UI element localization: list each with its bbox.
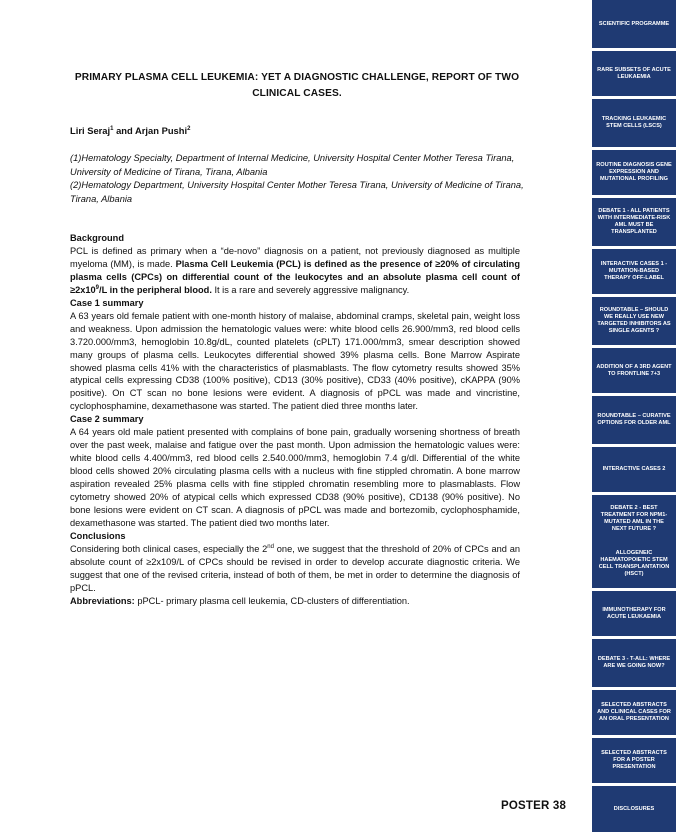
- sidebar-item-disclosures[interactable]: DISCLOSURES: [592, 786, 676, 832]
- author-line: [70, 125, 190, 136]
- author-name: Arjan Pushi: [135, 125, 188, 136]
- sidebar-item-debate-3[interactable]: DEBATE 3 - T-ALL: WHERE ARE WE GOING NOW?: [592, 639, 676, 687]
- sidebar-item-third-agent[interactable]: ADDITION OF A 3RD AGENT TO FRONTLINE 7+3: [592, 348, 676, 393]
- conclusions-post: one, we suggest that the threshold of 20% of CPCs and an absolute count of ≥2x109/L of CPCs should be revised in order to develop accurate diagnostic criteria. We suggest that one of the revised criteria, instead of both of them, be met in order to determine the diagnosis of pPCL.: [70, 543, 520, 593]
- conclusions-ordinal: nd: [267, 543, 274, 550]
- sidebar-item-roundtable-older-aml[interactable]: ROUNDTABLE – CURATIVE OPTIONS FOR OLDER AML: [592, 396, 676, 444]
- sidebar-item-debate-2[interactable]: DEBATE 2 - BEST TREATMENT FOR NPM1-MUTATED AML IN THE NEXT FUTURE ?: [592, 495, 676, 543]
- background-exponent: 9: [95, 284, 99, 291]
- background-definition-end: /L in the peripheral blood.: [99, 284, 212, 295]
- sidebar-item-hsct[interactable]: ALLOGENEIC HAEMATOPOIETIC STEM CELL TRANSPLANTATION (HSCT): [592, 540, 676, 588]
- affiliations: [70, 152, 525, 206]
- sidebar-item-roundtable-inhibitors[interactable]: ROUNDTABLE – SHOULD WE REALLY USE NEW TARGETED INHIBITORS AS SINGLE AGENTS ?: [592, 297, 676, 345]
- sidebar-nav: [592, 0, 676, 832]
- affiliation-2: (2)Hematology Department, University Hospital Center Mother Teresa Tirana, University of Medicine of Tirana, Tirana, Albania: [70, 180, 524, 204]
- author-affiliation-mark: 2: [187, 125, 191, 132]
- poster-number: POSTER 38: [501, 800, 567, 812]
- sidebar-item-oral-abstracts[interactable]: SELECTED ABSTRACTS AND CLINICAL CASES FOR AN ORAL PRESENTATION: [592, 690, 676, 735]
- author-conjunction: and: [113, 125, 135, 136]
- conclusions-pre: Considering both clinical cases, especially the 2: [70, 543, 268, 554]
- background-paragraph: [70, 245, 520, 297]
- sidebar-item-immunotherapy[interactable]: IMMUNOTHERAPY FOR ACUTE LEUKAEMIA: [592, 591, 676, 636]
- abbreviations: [70, 595, 520, 608]
- case2-heading: Case 2 summary: [70, 414, 144, 425]
- abbreviations-heading: Abbreviations:: [70, 595, 135, 606]
- author-name: Liri Seraj: [70, 125, 111, 136]
- background-text-end: It is a rare and severely aggressive malignancy.: [211, 284, 410, 295]
- sidebar-item-poster-abstracts[interactable]: SELECTED ABSTRACTS FOR A POSTER PRESENTATION: [592, 738, 676, 783]
- background-text: PCL is defined as primary when a “de-novo” diagnosis on a patient, not previously diagnosed as multiple myeloma (MM), is made.: [70, 245, 520, 269]
- sidebar-item-scientific-programme[interactable]: SCIENTIFIC PROGRAMME: [592, 0, 676, 48]
- background-definition-text: Plasma Cell Leukemia (PCL) is defined as the presence of ≥20% of circulating plasma cells (CPCs) on differential count of the leukocytes and an absolute plasma cell count of ≥2x10: [70, 258, 520, 295]
- conclusions-text: [70, 543, 520, 595]
- sidebar-item-tracking-lscs[interactable]: TRACKING LEUKAEMIC STEM CELLS (LSCS): [592, 99, 676, 147]
- sidebar-item-routine-diagnosis[interactable]: ROUTINE DIAGNOSIS GENE EXPRESSION AND MUTATIONAL PROFILING: [592, 150, 676, 195]
- sidebar-item-rare-subsets[interactable]: RARE SUBSETS OF ACUTE LEUKAEMIA: [592, 51, 676, 96]
- sidebar-item-debate-1[interactable]: DEBATE 1 - ALL PATIENTS WITH INTERMEDIATE-RISK AML MUST BE TRANSPLANTED: [592, 198, 676, 246]
- case1-heading: Case 1 summary: [70, 297, 144, 308]
- conclusions-heading: Conclusions: [70, 530, 126, 541]
- case1-text: A 63 years old female patient with one-month history of malaise, abdominal cramps, skeletal pain, weight loss and weakness. Upon admission the hematologic values were: white blood cells 26.900/mm3, red blood cells 3.720.000/mm3, hemoglobin 10.8g/dL, counted platelets (cPLT) 171.000/mm3, smear description showed many groups of plasma cells. Leukocytes differential showed 39% plasma cells. Bone Marrow Aspirate showed plasma cells 41% with the characteristics of plasmablasts. The flow cytometry results showed 35% atypical cells expressing CD38 (100% positive), CD13 (30% positive), CD33 (40% positive), cKAPPA (90% positive). On CT scan no bone lesions were evident. A diagnosis of pPCL was made and vincristine, cyclophosphamine, dexamethasone was started. The patient died three months later.: [70, 310, 520, 412]
- sidebar-item-interactive-cases-2[interactable]: INTERACTIVE CASES 2: [592, 447, 676, 492]
- document-title: PRIMARY PLASMA CELL LEUKEMIA: YET A DIAGNOSTIC CHALLENGE, REPORT OF TWO CLINICAL CASES.: [74, 72, 520, 99]
- background-heading: Background: [70, 233, 124, 243]
- affiliation-1: (1)Hematology Specialty, Department of Internal Medicine, University Hospital Center Mother Teresa Tirana, University of Medicine of Tirana, Tirana, Albania: [70, 153, 515, 177]
- case2-text: A 64 years old male patient presented with complains of bone pain, gradually worsening shortness of breath over the past week, malaise and fatigue over the past month. Upon admission the hematologic values were: white blood cells 4.400/mm3, red blood cells 2.540.000/mm3, hemoglobin 7.4 g/dl. Differential of the white blood cells showed 20% circulating plasma cells with a nucleus with fine stippled chromatin. A bone marrow aspiration revealed 25% plasma cells with fine stippled chromatin resembling more to plasmablasts. Flow cytometry showed 20% of atypical cells which expressed CD38 (90% positive), CD138 (90% positive). No bone lesions were evident on CT scan. A diagnosis of pPCL was made and bortezomib, cyclophosphamide, dexamethasone was started. The patient died two months later.: [70, 427, 520, 528]
- sidebar-item-interactive-cases-1[interactable]: INTERACTIVE CASES 1 - MUTATION-BASED THERAPY OFF-LABEL: [592, 249, 676, 294]
- abbreviations-text: pPCL- primary plasma cell leukemia, CD-clusters of differentiation.: [134, 595, 410, 606]
- abstract-body: [70, 232, 520, 608]
- author-affiliation-mark: 1: [110, 125, 114, 132]
